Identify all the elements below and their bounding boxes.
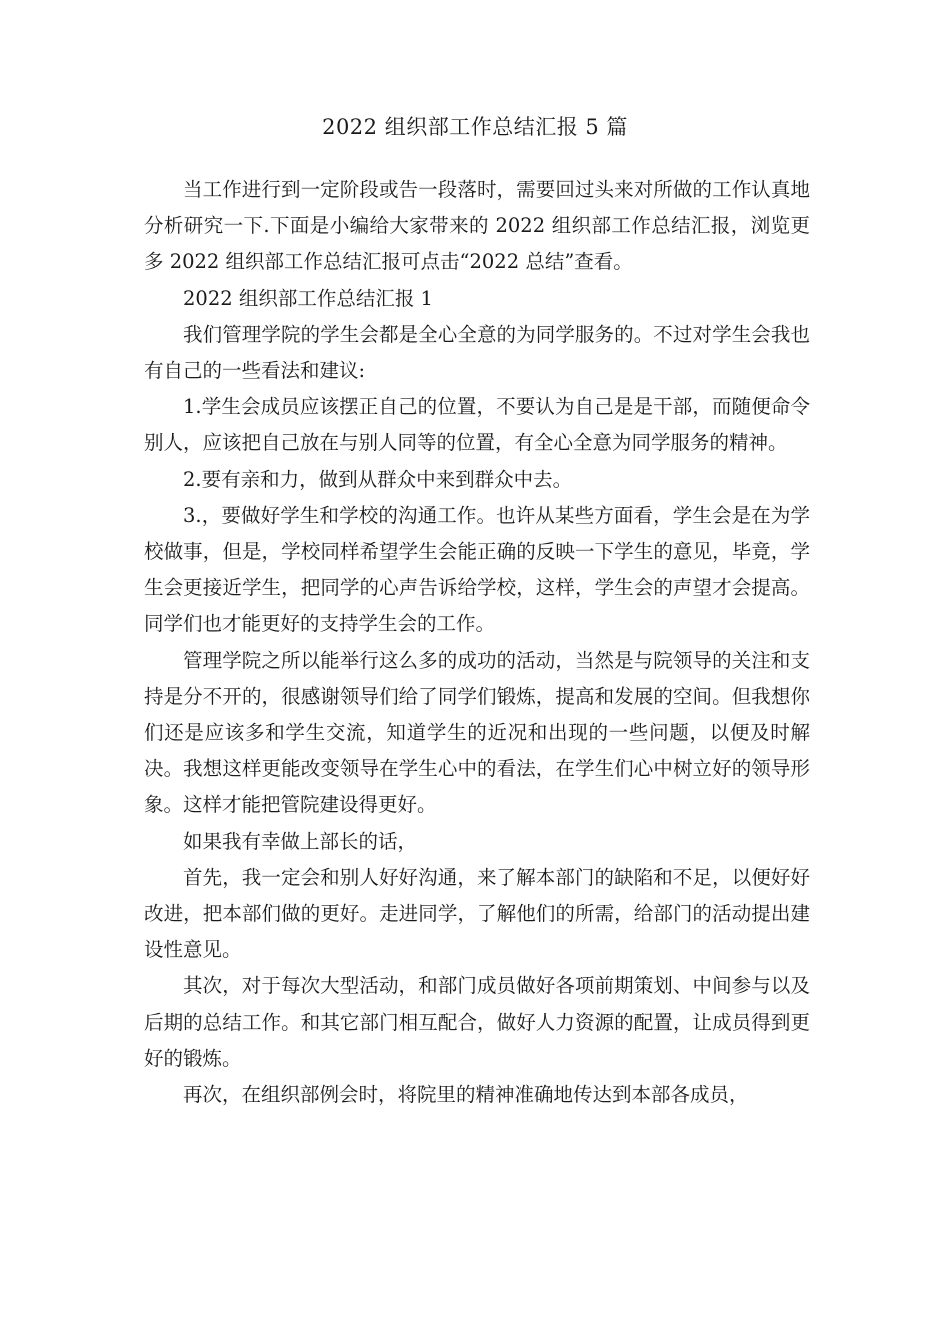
paragraph: 我们管理学院的学生会都是全心全意的为同学服务的。不过对学生会我也有自己的一些看法和建议: xyxy=(144,322,810,383)
document-title: 2022 组织部工作总结汇报 5 篇 xyxy=(322,115,628,139)
paragraph: 其次，对于每次大型活动，和部门成员做好各项前期策划、中间参与以及后期的总结工作。和其它部门相互配合，做好人力资源的配置，让成员得到更好的锻炼。 xyxy=(144,974,810,1070)
list-item: 1.学生会成员应该摆正自己的位置，不要认为自己是是干部，而随便命令别人，应该把自己放在与别人同等的位置，有全心全意为同学服务的精神。 xyxy=(144,395,810,455)
paragraph-intro: 当工作进行到一定阶段或告一段落时，需要回过头来对所做的工作认真地分析研究一下.下面是小编给大家带来的 2022 组织部工作总结汇报，浏览更多 2022 组织部工作总结汇报可点击“2022 总结”查看。 xyxy=(144,178,810,274)
paragraph: 再次，在组织部例会时，将院里的精神准确地传达到本部各成员， xyxy=(183,1083,749,1107)
paragraph: 如果我有幸做上部长的话， xyxy=(183,829,418,853)
list-item: 2.要有亲和力，做到从群众中来到群众中去。 xyxy=(183,467,573,491)
list-item: 3.，要做好学生和学校的沟通工作。也许从某些方面看，学生会是在为学校做事，但是，学校同样希望学生会能正确的反映一下学生的意见，毕竟，学生会更接近学生，把同学的心声告诉给学校，这样，学生会的声望才会提高。同学们也才能更好的支持学生会的工作。 xyxy=(144,503,810,636)
paragraph: 管理学院之所以能举行这么多的成功的活动，当然是与院领导的关注和支持是分不开的，很感谢领导们给了同学们锻炼，提高和发展的空间。但我想你们还是应该多和学生交流，知道学生的近况和出现的一些问题，以便及时解决。我想这样更能改变领导在学生心中的看法，在学生们心中树立好的领导形象。这样才能把管院建设得更好。 xyxy=(144,648,810,817)
section-heading: 2022 组织部工作总结汇报 1 xyxy=(183,286,433,310)
document-body xyxy=(144,172,810,1113)
paragraph: 首先，我一定会和别人好好沟通，来了解本部门的缺陷和不足，以便好好改进，把本部们做的更好。走进同学，了解他们的所需，给部门的活动提出建设性意见。 xyxy=(144,865,810,962)
